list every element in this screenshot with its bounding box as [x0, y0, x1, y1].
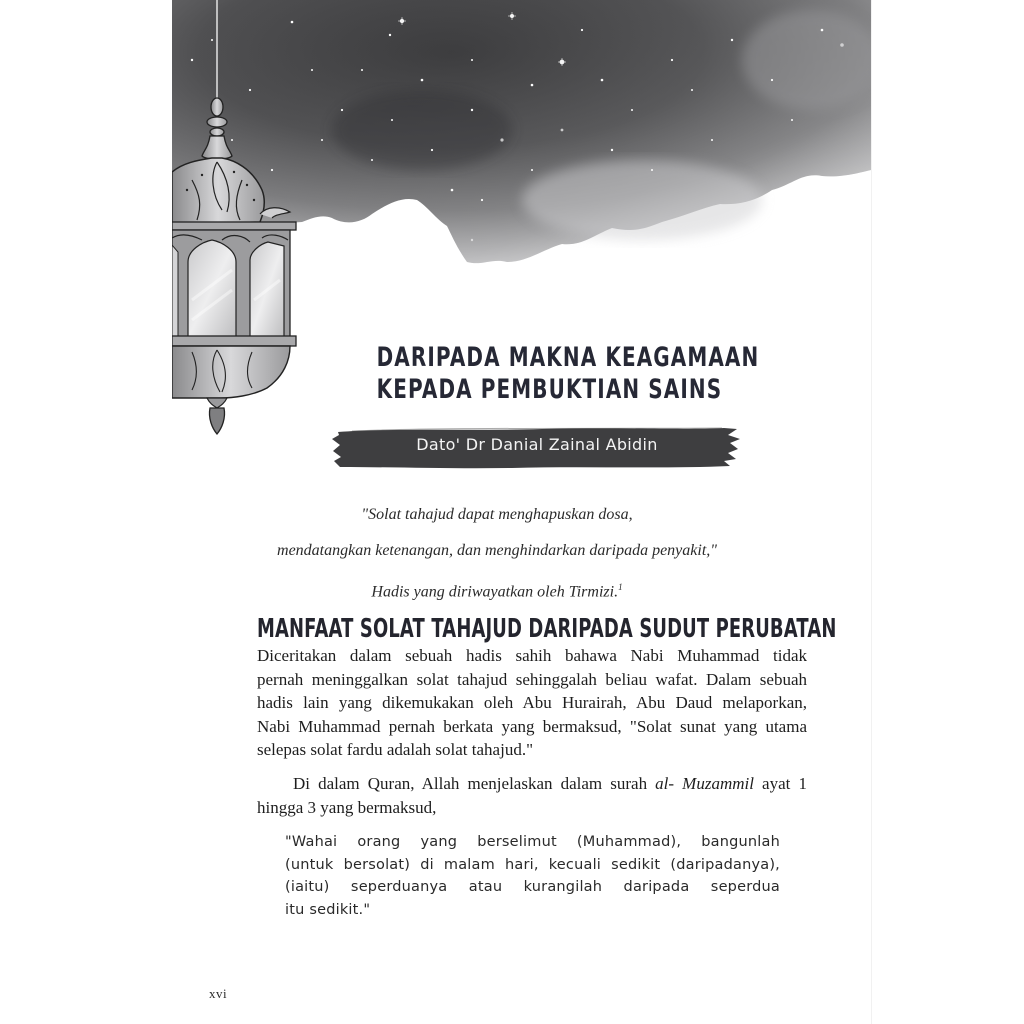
- author-banner: [332, 423, 742, 471]
- epigraph-quote: [262, 497, 732, 610]
- footnote-marker: 1: [618, 582, 623, 592]
- paragraph-line: pernah meninggalkan solat tahajud sehinggalah beliau wafat. Dalam sebuah: [257, 669, 807, 689]
- section-heading: MANFAAT SOLAT TAHAJUD DARIPADA SUDUT PERUBATAN: [257, 614, 837, 644]
- surah-name: al- Muzammil: [655, 774, 754, 793]
- page-number: xvi: [209, 986, 228, 1001]
- paragraph-line: hadis lain yang dikemukakan oleh Abu Hurairah, Abu Daud melaporkan,: [257, 693, 807, 712]
- chapter-title-line-1: DARIPADA MAKNA KEAGAMAAN: [376, 342, 760, 373]
- paragraph-line: Nabi Muhammad pernah berkata yang bermaksud, "Solat sunat yang utama: [257, 716, 807, 736]
- book-page: [172, 0, 872, 1024]
- epigraph-attribution: [262, 569, 732, 610]
- body-paragraph-2: [257, 772, 807, 819]
- epigraph-line-2: mendatangkan ketenangan, dan menghindarkan daripada penyakit,": [277, 542, 717, 559]
- paragraph-line: Diceritakan dalam sebuah hadis sahih bahawa Nabi Muhammad tidak: [257, 646, 807, 665]
- quote-line: (iaitu) seperduanya atau kurangilah daripada seperdua: [285, 879, 780, 895]
- quote-line: (untuk bersolat) di malam hari, kecuali sedikit (daripadanya),: [285, 856, 780, 873]
- quote-line: "Wahai orang yang berselimut (Muhammad), bangunlah: [285, 834, 780, 850]
- paragraph-line: selepas solat fardu adalah solat tahajud.": [257, 740, 534, 759]
- epigraph-source: Hadis yang diriwayatkan oleh Tirmizi.: [371, 583, 619, 601]
- paragraph-line: hingga 3 yang bermaksud,: [257, 797, 437, 817]
- paragraph-text: ayat 1: [753, 774, 807, 793]
- author-name: Dato' Dr Danial Zainal Abidin: [416, 435, 658, 454]
- paragraph-line: [257, 772, 807, 796]
- chapter-title: [322, 342, 760, 406]
- quote-line: itu sedikit.": [285, 901, 371, 918]
- paragraph-text: Di dalam Quran, Allah menjelaskan dalam surah: [293, 774, 656, 793]
- lantern-illustration: [172, 0, 312, 440]
- body-paragraph-1: [257, 644, 807, 762]
- quran-quote-block: [285, 831, 780, 921]
- chapter-title-line-2: KEPADA PEMBUKTIAN SAINS: [376, 374, 723, 405]
- epigraph-line-1: "Solat tahajud dapat menghapuskan dosa,: [361, 506, 633, 523]
